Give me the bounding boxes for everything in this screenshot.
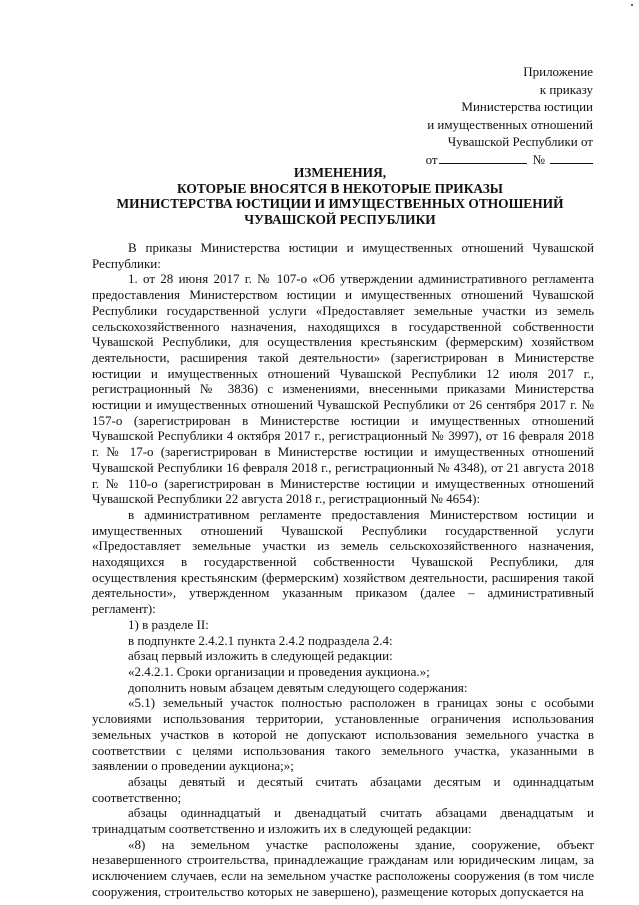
appendix-line: Приложение — [523, 64, 593, 79]
body-paragraph: 1) в разделе II: — [128, 616, 209, 632]
appendix-line: Чувашской Республики от — [447, 134, 593, 150]
corner-mark — [631, 4, 633, 6]
body-paragraph: абзацы одиннадцатый и двенадцатый считать абзацами двенадцатым и тринадцатым соответственно и изложить их в следующей редакции: — [92, 805, 594, 837]
body-paragraph: «8) на земельном участке расположены здание, сооружение, объект незавершенного строительства, принадлежащие гражданам или юридическим лицам, за исключением случаев, если на земельном участке расположены сооружения (в том числе сооружения, строительство которых не завершено), размещение которых допускается на — [92, 836, 594, 899]
body-paragraph: 1. от 28 июня 2017 г. № 107-о «Об утверждении административного регламента предоставления Министерством юстиции и имущественных отношений Чувашской Республики государственной услуги «Предоставляет земельные участки из земель сельскохозяйственного назначения, находящихся в государственной собственности Чувашской Республики, для осуществления крестьянским (фермерским) хозяйством деятельности, расширения такой деятельности» (зарегистрирован в Министерстве юстиции и имущественных отношений Чувашской Республики 12 июля 2017 г., регистрационный № 3836) с изменениями, внесенными приказами Министерства юстиции и имущественных отношений Чувашской Республики от 26 сентября 2017 г. № 157-о (зарегистрирован в Министерстве юстиции и имущественных отношений Чувашской Республики 4 октября 2017 г., регистрационный № 3997), от 16 февраля 2018 г. № 17-о (зарегистрирован в Министерстве юстиции и имущественных отношений Чувашской Республики 16 февраля 2018 г., регистрационный № 4348), от 21 августа 2018 г. № 110-о (зарегистрирован в Министерстве юстиции и имущественных отношений Чувашской Республики 22 августа 2018 г., регистрационный № 4654): — [92, 271, 594, 507]
body-paragraph: в подпункте 2.4.2.1 пункта 2.4.2 подраздела 2.4: — [128, 632, 393, 648]
appendix-line: к приказу — [539, 81, 593, 97]
number-sign: № — [532, 151, 545, 167]
body-paragraph: абзац первый изложить в следующей редакции: — [128, 648, 393, 664]
title-line: КОТОРЫЕ ВНОСЯТСЯ В НЕКОТОРЫЕ ПРИКАЗЫ — [177, 180, 503, 196]
number-blank — [550, 152, 593, 164]
title-line: ИЗМЕНЕНИЯ, — [293, 165, 387, 180]
appendix-header — [426, 63, 593, 169]
body-paragraph: в административном регламенте предоставления Министерством юстиции и имущественных отношений Чувашской Республики государственной услуги «Предоставляет земельные участки из земель сельскохозяйственного назначения, находящихся в государственной собственности Чувашской Республики, для осуществления крестьянским (фермерским) хозяйством деятельности, расширения такой деятельности», утвержденном указанным приказом (далее – административный регламент): — [92, 506, 594, 617]
body-paragraph: абзацы девятый и десятый считать абзацами десятым и одиннадцатым соответственно; — [92, 773, 594, 805]
body-paragraph: дополнить новым абзацем девятым следующего содержания: — [128, 679, 468, 695]
title-line: МИНИСТЕРСТВА ЮСТИЦИИ И ИМУЩЕСТВЕННЫХ ОТНОШЕНИЙ — [116, 196, 564, 212]
body-paragraph: «5.1) земельный участок полностью расположен в границах зоны с особыми условиями использования территории, установленные ограничения использования земельных участков в которой не допускают использования земельного участка в соответствии с целями использования такого земельного участка, указанными в заявлении о проведении аукциона;»; — [92, 695, 594, 774]
body-paragraph: «2.4.2.1. Сроки организации и проведения аукциона.»; — [128, 663, 430, 679]
date-prefix: от — [425, 151, 438, 167]
appendix-line: и имущественных отношений — [427, 116, 593, 132]
title-line: ЧУВАШСКОЙ РЕСПУБЛИКИ — [244, 211, 436, 227]
body-paragraph: В приказы Министерства юстиции и имущественных отношений Чувашской Республики: — [92, 240, 594, 271]
document-title — [60, 165, 620, 227]
date-blank — [439, 152, 527, 164]
document-body — [92, 240, 594, 900]
appendix-line: Министерства юстиции — [461, 99, 593, 115]
